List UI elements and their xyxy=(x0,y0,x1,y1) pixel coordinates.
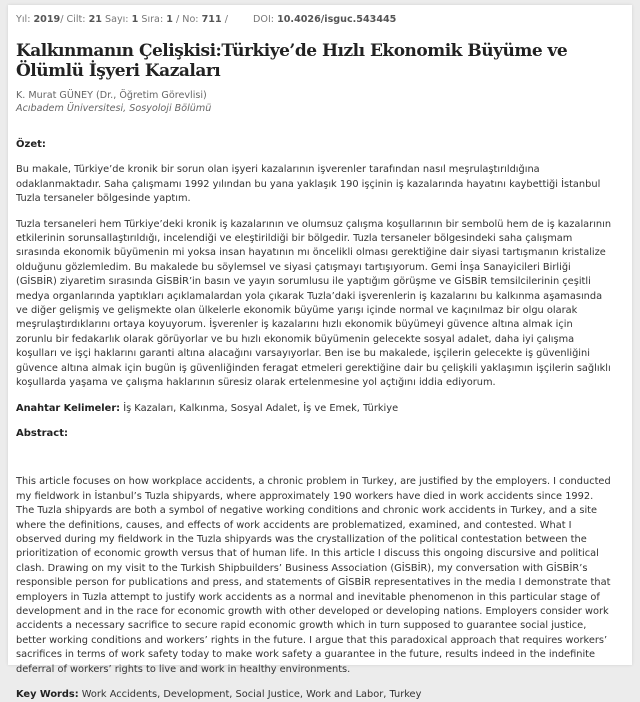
issue-label: Sayı: xyxy=(105,14,129,25)
abstract-keywords xyxy=(16,688,612,702)
issue-value: 1 xyxy=(131,14,139,25)
no-label: / No: xyxy=(175,14,199,25)
doi-label: DOI: xyxy=(253,14,275,25)
ozet-paragraph: Bu makale, Türkiye’de kronik bir sorun olan işyeri kazalarının işverenler tarafından nasıl meşrulaştırıldığına odaklanmaktadır. Saha çalışmamı 1992 yılından bu yana yaklaşık 190 işçinin iş kazalarında hayatını kaybettiği İstanbul Tuzla tersaneler bölgesinde yaptım. xyxy=(16,164,601,205)
abstract-keywords-label: Key Words: xyxy=(16,689,79,700)
author-affiliation: Acıbadem Üniversitesi, Sosyoloji Bölümü xyxy=(16,103,212,114)
ozet-section xyxy=(16,138,612,702)
year-label: Yıl: xyxy=(16,14,31,25)
year-value: 2019 xyxy=(33,14,61,25)
article-meta xyxy=(16,14,396,25)
ozet-keywords-label: Anahtar Kelimeler: xyxy=(16,402,121,414)
no-value: 711 xyxy=(201,14,222,25)
abstract-paragraph: This article focuses on how workplace accidents, a chronic problem in Turkey, are justified by the employers. I conducted my fieldwork in İstanbul’s Tuzla shipyards, where approximately 190 workers have died in work accidents since 1992. The Tuzla shipyards are both a symbol of negative working conditions and chronic work accidents in Turkey, and a site where the definitions, causes, and effects of work accidents are problematized, examined, and contested. What I observed during my fieldwork in the Tuzla shipyards was the crystallization of the political contestation between the prioritization of economic growth versus that of human life. In this article I discuss this ongoing discursive and political clash. Drawing on my visit to the Turkish Shipbuilders’ Business Association (GİSBİR), my conversation with GİSBİR’s responsible person for publications and press, and statements of GİSBİR representatives in the media I demonstrate that employers in Tuzla attempt to justify work accidents as a normal and inevitable phenomenon in this particular stage of development and in the race for economic growth with other developed or developing nations. Employers consider work accidents a necessary sacrifice to secure rapid economic growth which in turn supposed to guarantee social justice, better working conditions and workers’ rights in the future. I argue that this paradoxical approach that requires workers’ sacrifices in terms of work safety today to make work safety a guarantee in the future, results indeed in the indefinite deferral of workers’ rights to live and work in healthy environments. xyxy=(16,476,611,675)
volume-value: 21 xyxy=(88,14,102,25)
abstract-keywords-value: Work Accidents, Development, Social Justice, Work and Labor, Turkey xyxy=(81,689,422,700)
author-block xyxy=(16,89,211,115)
volume-label: / Cilt: xyxy=(60,14,86,25)
ozet-paragraph: Tuzla tersaneleri hem Türkiye’deki kronik iş kazalarının ve olumsuz çalışma koşullarının bir sembolü hem de iş kazalarının etkilerinin sorunsallaştırıldığı, incelendiği ve eleştirildiği bir bölgedir. Tuzla tersaneler bölgesindeki saha çalışmam sırasında ekonomik büyümenin mi yoksa insan hayatının mı öncelikli olması gerektiğine dair siyasi tartışmanın kristalize olduğunu gözlemledim. Bu makalede bu söylemsel ve siyasi çatışmayı tartışıyorum. Gemi İnşa Sanayicileri Birliği (GİSBİR) ziyaretim sırasında GİSBİR’in basın ve yayın sorumlusu ile yaptığım görüşme ve GİSBİR temsilcilerinin çeşitli medya organlarında yaptıkları açıklamalardan yola çıkarak Tuzla’daki işverenlerin iş kazalarını bu kalkınma aşamasında ve diğer gelişmiş ve gelişmekte olan ülkelerle ekonomik büyüme yarışı içinde normal ve kaçınılmaz bir olgu olarak meşrulaştırdıklarını ortaya koyuyorum. İşverenler iş kazalarını hızlı ekonomik büyümeyi güvence altına almak için zorunlu bir fedakarlık olarak görüyorlar ve bu hızlı ekonomik büyümenin gelecekte sosyal adalet, daha iyi çalışma koşulları ve işçi haklarını garanti altına alacağını varsayıyorlar. Ben ise bu makalede, işçilerin gelecekte iş güvenliğini güvence altına almak için bugün iş güvenliğinden feragat etmeleri gerektiğine dair bu çelişkili yaklaşımın işçilerin sağlıklı koşullarda yaşama ve çalışma haklarının süresiz olarak ertelenmesine yol açtığını iddia ediyorum. xyxy=(16,218,612,389)
order-label: Sıra: xyxy=(141,14,164,25)
ozet-heading: Özet: xyxy=(16,139,46,150)
ozet-keywords xyxy=(16,402,612,416)
order-value: 1 xyxy=(166,14,173,25)
author-name[interactable]: K. Murat GÜNEY (Dr., Öğretim Görevlisi) xyxy=(16,90,207,101)
ozet-keywords-value: İş Kazaları, Kalkınma, Sosyal Adalet, İş ve Emek, Türkiye xyxy=(123,402,399,414)
article-title: Kalkınmanın Çelişkisi:Türkiye’de Hızlı Ekonomik Büyüme ve Ölümlü İşyeri Kazaları xyxy=(16,41,568,81)
abstract-heading: Abstract: xyxy=(16,427,69,439)
meta-separator: / xyxy=(224,14,228,25)
article-card xyxy=(8,5,632,700)
doi-value[interactable]: 10.4026/isguc.543445 xyxy=(277,14,397,25)
